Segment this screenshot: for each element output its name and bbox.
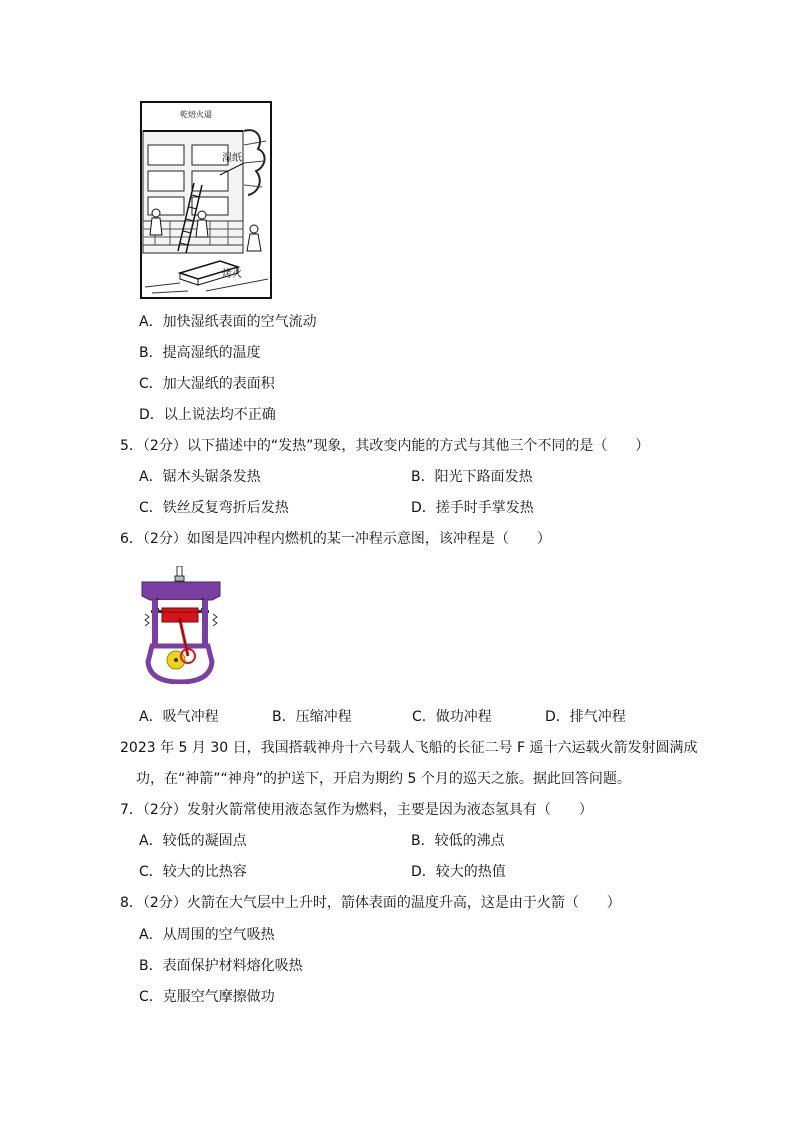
q7-stem: 7．（2分）发射火箭常使用液态氢作为燃料，主要是因为液态氢具有（ ）: [120, 802, 593, 818]
q6-option-c: C．做功冲程: [412, 709, 492, 725]
q7-option-c: C．较大的比热容: [139, 864, 247, 880]
q5-option-b: B．阳光下路面发热: [411, 469, 533, 485]
q4-option-d: D．以上说法均不正确: [139, 407, 276, 423]
q5-option-c: C．铁丝反复弯折后发热: [139, 500, 289, 516]
q5-stem: 5．（2分）以下描述中的“发热”现象，其改变内能的方式与其他三个不同的是（ ）: [120, 438, 650, 454]
figure-title-plaque: 乾焙火逼: [180, 110, 212, 119]
q5-option-a: A．锯木头锯条发热: [139, 469, 261, 485]
q6-option-d: D．排气冲程: [545, 709, 626, 725]
q7-option-d: D．较大的热值: [411, 864, 506, 880]
q8-stem: 8．（2分）火箭在大气层中上升时，箭体表面的温度升高，这是由于火箭（ ）: [120, 895, 621, 911]
label-fire: 烤火: [222, 269, 242, 280]
q8-option-b: B．表面保护材料熔化吸热: [139, 958, 303, 974]
q6-option-a: A．吸气冲程: [139, 709, 219, 725]
engine-stroke-diagram: [140, 566, 222, 684]
passage-line-1: 2023 年 5 月 30 日，我国搭载神舟十六号载人飞船的长征二号 F 遥十六运载火箭发射圆满成: [120, 740, 698, 756]
q4-option-a: A．加快湿纸表面的空气流动: [139, 314, 317, 330]
q7-option-a: A．较低的凝固点: [139, 833, 247, 849]
q8-option-c: C．克服空气摩擦做功: [139, 989, 275, 1005]
passage-line-2: 功，在“神箭”“神舟”的护送下，开启为期约 5 个月的巡天之旅。据此回答问题。: [136, 771, 631, 787]
q6-stem: 6．（2分）如图是四冲程内燃机的某一冲程示意图，该冲程是（ ）: [120, 531, 551, 547]
q5-option-d: D．搓手时手掌发热: [411, 500, 534, 516]
q8-option-a: A．从周围的空气吸热: [139, 927, 275, 943]
q6-option-b: B．压缩冲程: [272, 709, 352, 725]
q7-option-b: B．较低的沸点: [411, 833, 505, 849]
paper-drying-illustration: [140, 101, 272, 299]
q4-option-c: C．加大湿纸的表面积: [139, 376, 275, 392]
q4-option-b: B．提高湿纸的温度: [139, 345, 261, 361]
label-wet-paper: 湿纸: [222, 153, 242, 164]
